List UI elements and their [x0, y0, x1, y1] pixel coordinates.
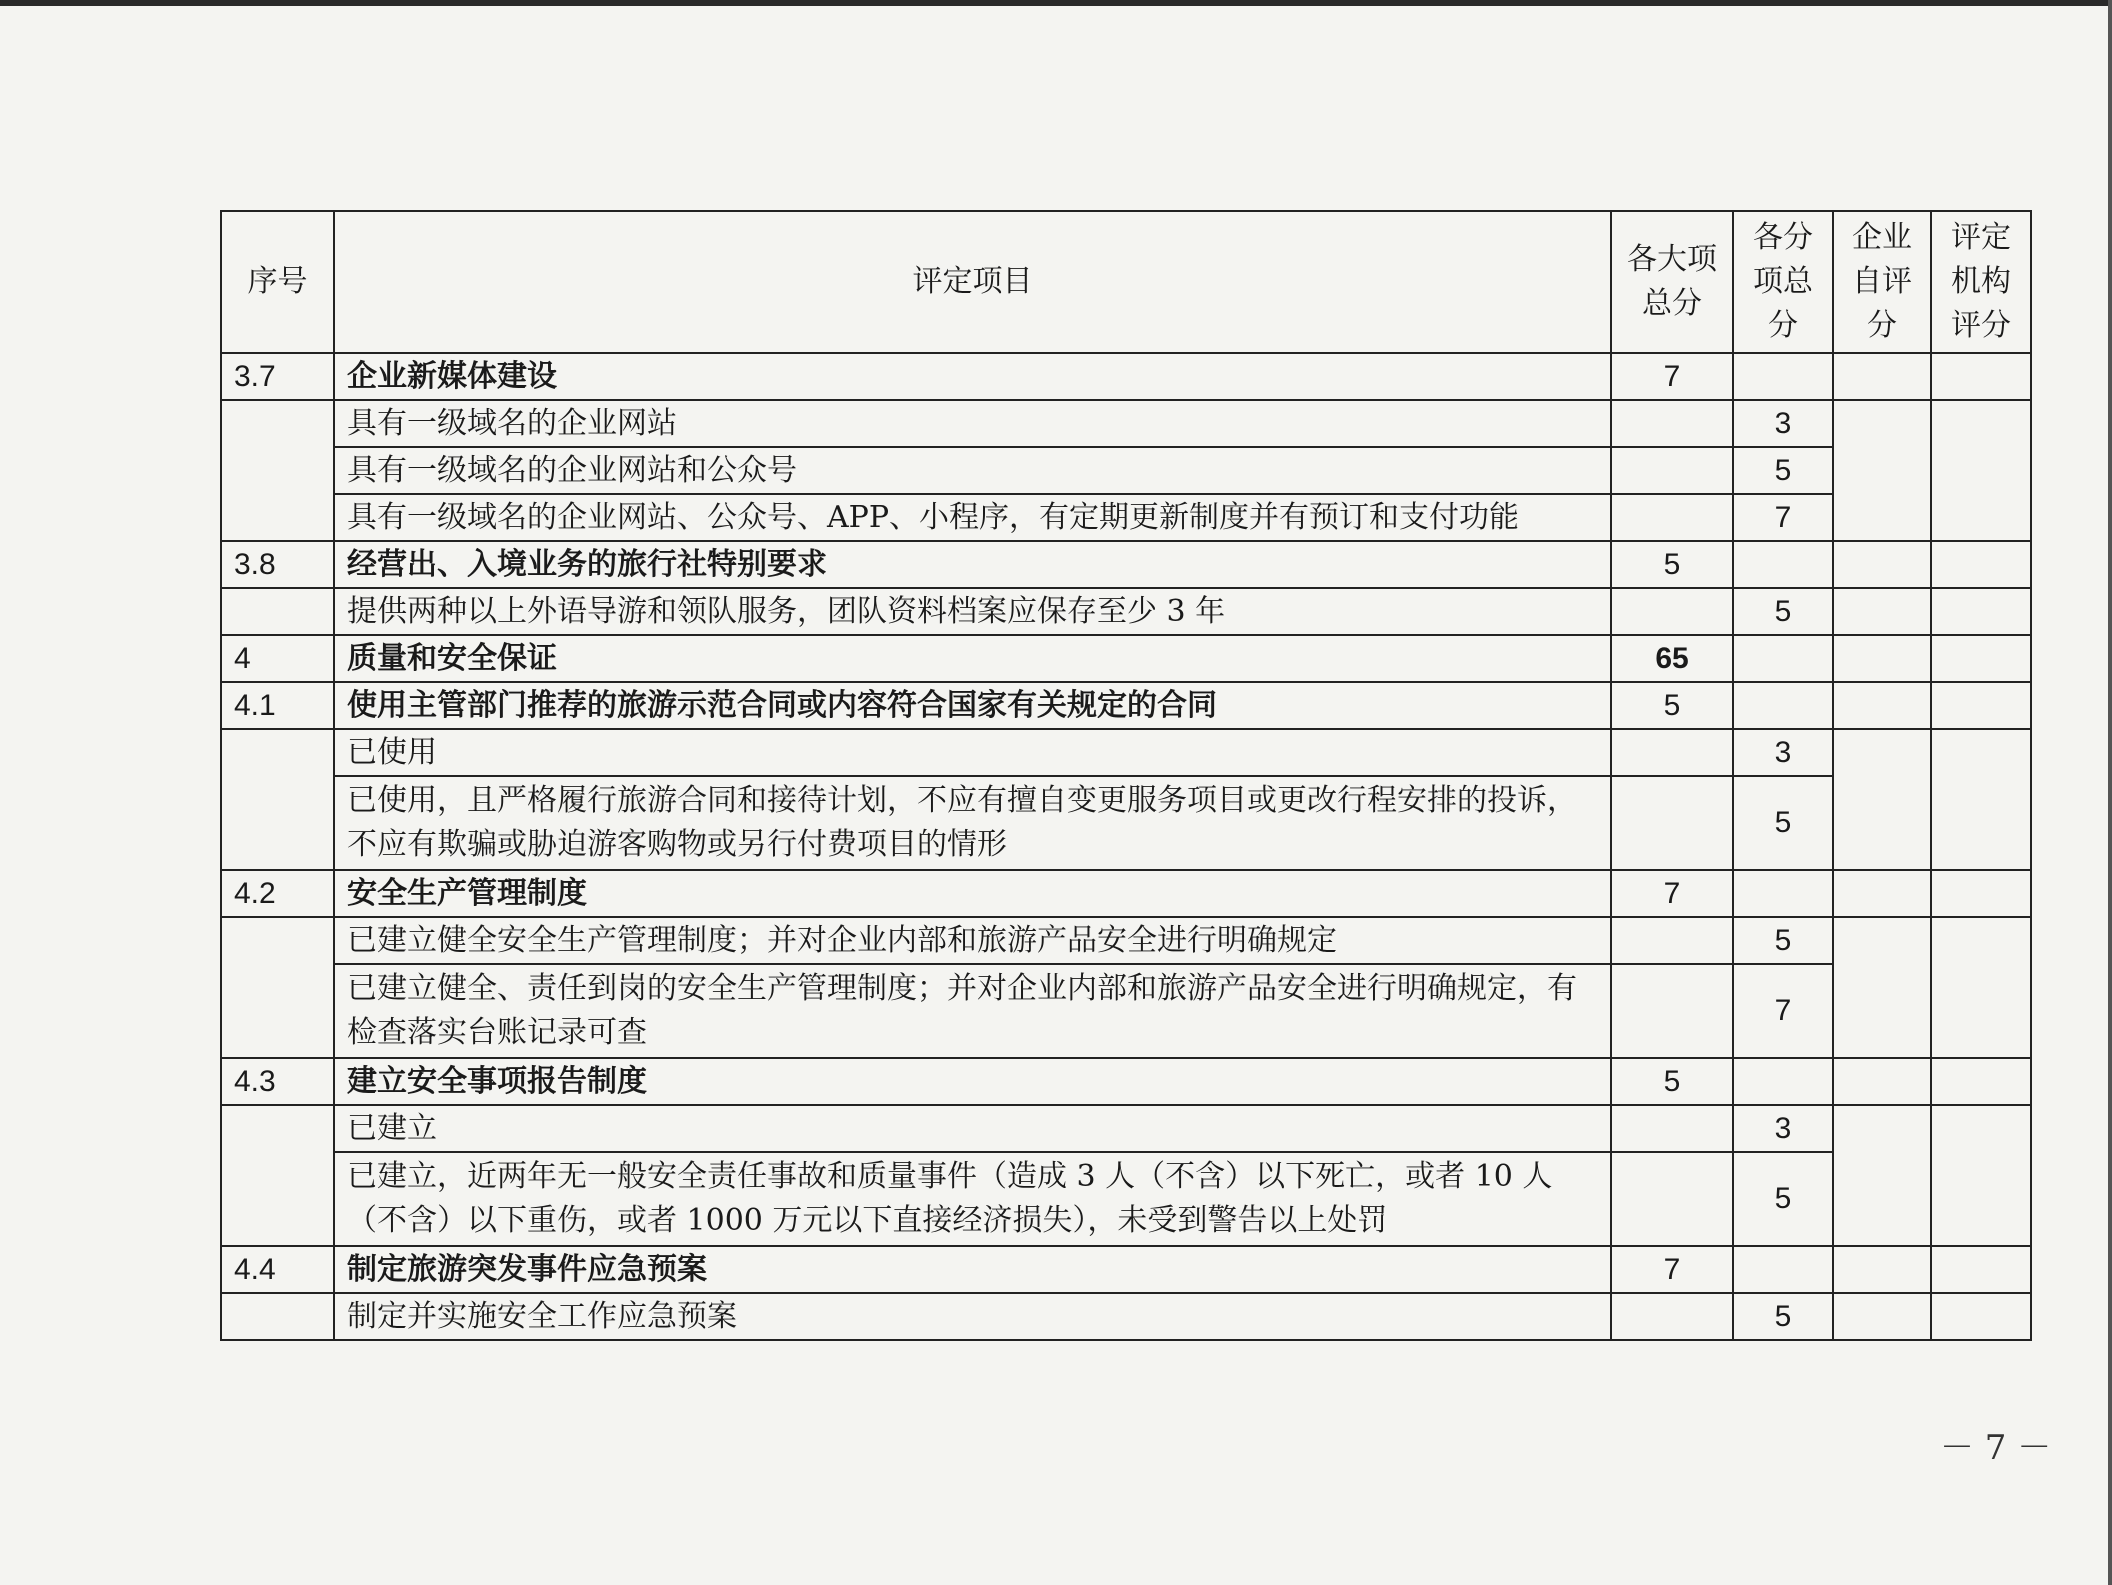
- major-cell: [1611, 964, 1733, 1058]
- seq-cell: 4: [221, 635, 334, 682]
- agency-score-cell[interactable]: [1931, 870, 2031, 917]
- header-item: 评定项目: [334, 211, 1611, 353]
- item-cell: 制定并实施安全工作应急预案: [334, 1293, 1611, 1340]
- table-row: [221, 1293, 2031, 1340]
- agency-score-cell[interactable]: [1931, 1293, 2031, 1340]
- self-score-cell[interactable]: [1833, 917, 1931, 1058]
- item-cell: 已建立健全安全生产管理制度；并对企业内部和旅游产品安全进行明确规定: [334, 917, 1611, 964]
- sub-cell: [1733, 870, 1833, 917]
- table-row: [221, 870, 2031, 917]
- agency-score-cell[interactable]: [1931, 353, 2031, 400]
- seq-cell: [221, 400, 334, 541]
- scan-top-edge: [0, 0, 2112, 6]
- sub-cell: [1733, 1246, 1833, 1293]
- item-cell: 已建立，近两年无一般安全责任事故和质量事件（造成 3 人（不含）以下死亡，或者 10 人（不含）以下重伤，或者 1000 万元以下直接经济损失），未受到警告以上处罚: [334, 1152, 1611, 1246]
- sub-cell: [1733, 541, 1833, 588]
- seq-cell: 4.2: [221, 870, 334, 917]
- self-score-cell[interactable]: [1833, 1293, 1931, 1340]
- self-score-cell[interactable]: [1833, 1105, 1931, 1246]
- self-score-cell[interactable]: [1833, 588, 1931, 635]
- seq-cell: [221, 1293, 334, 1340]
- table-row: [221, 353, 2031, 400]
- table-header-row: [221, 211, 2031, 353]
- seq-cell: [221, 1105, 334, 1246]
- item-cell: 安全生产管理制度: [334, 870, 1611, 917]
- seq-cell: 4.3: [221, 1058, 334, 1105]
- item-cell: 制定旅游突发事件应急预案: [334, 1246, 1611, 1293]
- sub-cell: 5: [1733, 1293, 1833, 1340]
- item-cell: 已建立健全、责任到岗的安全生产管理制度；并对企业内部和旅游产品安全进行明确规定，有检查落实台账记录可查: [334, 964, 1611, 1058]
- table-row: [221, 1246, 2031, 1293]
- item-cell: 具有一级域名的企业网站: [334, 400, 1611, 447]
- header-seq: 序号: [221, 211, 334, 353]
- seq-cell: 4.4: [221, 1246, 334, 1293]
- major-cell: 5: [1611, 682, 1733, 729]
- major-cell: 7: [1611, 1246, 1733, 1293]
- item-cell: 具有一级域名的企业网站和公众号: [334, 447, 1611, 494]
- sub-cell: 5: [1733, 447, 1833, 494]
- table-row: [221, 1105, 2031, 1152]
- item-cell: 已使用，且严格履行旅游合同和接待计划，不应有擅自变更服务项目或更改行程安排的投诉，不应有欺骗或胁迫游客购物或另行付费项目的情形: [334, 776, 1611, 870]
- table-row: [221, 964, 2031, 1058]
- sub-cell: [1733, 1058, 1833, 1105]
- agency-score-cell[interactable]: [1931, 729, 2031, 870]
- agency-score-cell[interactable]: [1931, 400, 2031, 541]
- table-row: [221, 682, 2031, 729]
- sub-cell: 7: [1733, 494, 1833, 541]
- table-row: [221, 729, 2031, 776]
- self-score-cell[interactable]: [1833, 1246, 1931, 1293]
- table-row: [221, 1058, 2031, 1105]
- seq-cell: [221, 729, 334, 870]
- major-cell: 5: [1611, 1058, 1733, 1105]
- major-cell: [1611, 494, 1733, 541]
- sub-cell: 5: [1733, 776, 1833, 870]
- major-cell: [1611, 1152, 1733, 1246]
- major-cell: 65: [1611, 635, 1733, 682]
- major-cell: [1611, 400, 1733, 447]
- table-row: [221, 400, 2031, 447]
- sub-cell: 7: [1733, 964, 1833, 1058]
- sub-cell: 5: [1733, 588, 1833, 635]
- self-score-cell[interactable]: [1833, 1058, 1931, 1105]
- self-score-cell[interactable]: [1833, 682, 1931, 729]
- agency-score-cell[interactable]: [1931, 541, 2031, 588]
- sub-cell: [1733, 682, 1833, 729]
- header-major-total: 各大项总分: [1611, 211, 1733, 353]
- sub-cell: 5: [1733, 917, 1833, 964]
- table-row: [221, 588, 2031, 635]
- item-cell: 企业新媒体建设: [334, 353, 1611, 400]
- sub-cell: 5: [1733, 1152, 1833, 1246]
- item-cell: 已使用: [334, 729, 1611, 776]
- seq-cell: [221, 588, 334, 635]
- major-cell: 7: [1611, 870, 1733, 917]
- self-score-cell[interactable]: [1833, 870, 1931, 917]
- item-cell: 质量和安全保证: [334, 635, 1611, 682]
- sub-cell: [1733, 635, 1833, 682]
- major-cell: [1611, 1293, 1733, 1340]
- major-cell: [1611, 729, 1733, 776]
- major-cell: [1611, 917, 1733, 964]
- item-cell: 使用主管部门推荐的旅游示范合同或内容符合国家有关规定的合同: [334, 682, 1611, 729]
- agency-score-cell[interactable]: [1931, 1105, 2031, 1246]
- major-cell: [1611, 588, 1733, 635]
- self-score-cell[interactable]: [1833, 635, 1931, 682]
- seq-cell: 3.7: [221, 353, 334, 400]
- scan-right-edge: [2108, 0, 2112, 1585]
- seq-cell: 4.1: [221, 682, 334, 729]
- major-cell: [1611, 776, 1733, 870]
- major-cell: [1611, 447, 1733, 494]
- table-row: [221, 635, 2031, 682]
- table-row: [221, 917, 2031, 964]
- item-cell: 已建立: [334, 1105, 1611, 1152]
- header-agency-score: 评定机构评分: [1931, 211, 2031, 353]
- self-score-cell[interactable]: [1833, 729, 1931, 870]
- self-score-cell[interactable]: [1833, 400, 1931, 541]
- table-row: [221, 776, 2031, 870]
- major-cell: 7: [1611, 353, 1733, 400]
- agency-score-cell[interactable]: [1931, 635, 2031, 682]
- self-score-cell[interactable]: [1833, 541, 1931, 588]
- agency-score-cell[interactable]: [1931, 917, 2031, 1058]
- major-cell: 5: [1611, 541, 1733, 588]
- item-cell: 具有一级域名的企业网站、公众号、APP、小程序，有定期更新制度并有预订和支付功能: [334, 494, 1611, 541]
- header-self-score: 企业自评分: [1833, 211, 1931, 353]
- seq-cell: [221, 917, 334, 1058]
- seq-cell: 3.8: [221, 541, 334, 588]
- header-sub-total: 各分项总分: [1733, 211, 1833, 353]
- item-cell: 经营出、入境业务的旅行社特别要求: [334, 541, 1611, 588]
- table-row: [221, 447, 2031, 494]
- page-number: － 7 －: [1940, 1428, 2052, 1468]
- self-score-cell[interactable]: [1833, 353, 1931, 400]
- major-cell: [1611, 1105, 1733, 1152]
- table-row: [221, 541, 2031, 588]
- table-row: [221, 494, 2031, 541]
- item-cell: 建立安全事项报告制度: [334, 1058, 1611, 1105]
- item-cell: 提供两种以上外语导游和领队服务，团队资料档案应保存至少 3 年: [334, 588, 1611, 635]
- sub-cell: [1733, 353, 1833, 400]
- sub-cell: 3: [1733, 729, 1833, 776]
- agency-score-cell[interactable]: [1931, 682, 2031, 729]
- table-row: [221, 1152, 2031, 1246]
- evaluation-score-table: [220, 210, 2032, 1341]
- agency-score-cell[interactable]: [1931, 1246, 2031, 1293]
- sub-cell: 3: [1733, 400, 1833, 447]
- agency-score-cell[interactable]: [1931, 588, 2031, 635]
- agency-score-cell[interactable]: [1931, 1058, 2031, 1105]
- sub-cell: 3: [1733, 1105, 1833, 1152]
